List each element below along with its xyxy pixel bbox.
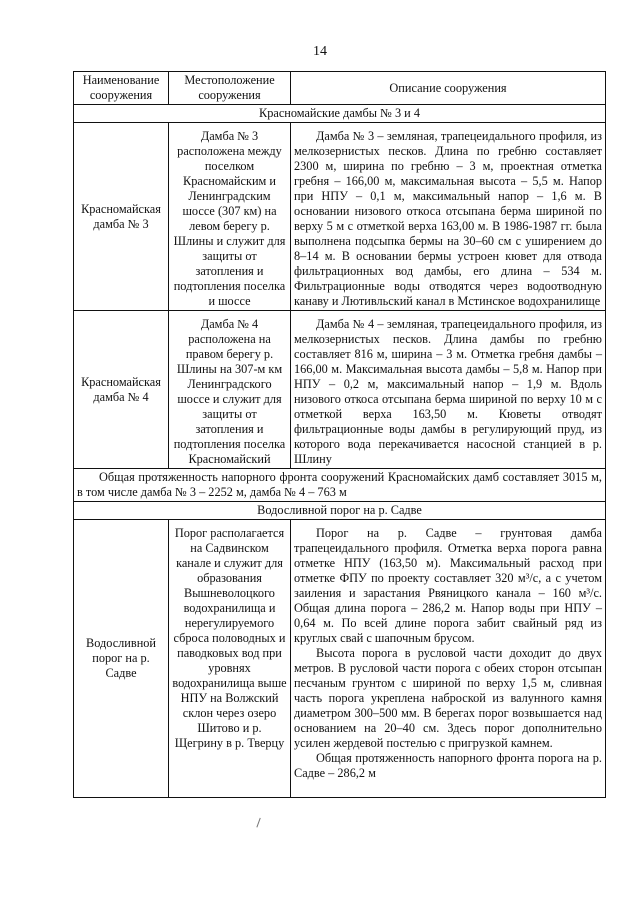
section-title-row xyxy=(74,105,606,123)
table-header-row xyxy=(74,72,606,105)
structure-location: Дамба № 3 расположена между поселком Красномайским и Ленинградским шоссе (307 км) на левом берегу р. Шлины и служит для защиты от затопления и подтопления поселка и шоссе xyxy=(169,123,291,311)
structures-table xyxy=(73,71,606,798)
table-row xyxy=(74,311,606,469)
header-location: Местоположение сооружения xyxy=(169,72,291,105)
table-row xyxy=(74,123,606,311)
summary-paragraph: Общая протяженность напорного фронта сооружений Красномайских дамб составляет 3015 м, в том числе дамба № 3 – 2252 м, дамба № 4 – 763 м xyxy=(77,470,602,499)
section-title: Водосливной порог на р. Садве xyxy=(74,502,606,520)
structure-description xyxy=(291,123,606,311)
pen-mark xyxy=(256,818,262,828)
structure-name: Красномайская дамба № 3 xyxy=(74,123,169,311)
description-paragraph: Дамба № 3 – земляная, трапецеидального профиля, из мелкозернистых песков. Длина по гребню составляет 2300 м, ширина по гребню – 3 м, проектная отметка гребня – 166,00 м, максимальная высота – 5,5 м. Напор при НПУ – 0,1 м, максимальный напор – 1,6 м. В основании низового откоса отсыпана берма шириной по верху 5 м с отметкой верха 163,00 м. В 1986-1987 гг. была выполнена подсыпка бермы на 30–60 см с уширением до 8–14 м. В основании бермы устроен кювет для отвода фильтрационных вод дамбы, его длина – 534 м. Фильтрационные воды отводятся через водоотводную канаву и Лютивльский канал в Мстинское водохранилище xyxy=(294,129,602,308)
section-title: Красномайские дамбы № 3 и 4 xyxy=(74,105,606,123)
section-title-row xyxy=(74,502,606,520)
structure-location: Дамба № 4 расположена на правом берегу р. Шлины на 307-м км Ленинградского шоссе и служит для защиты от затопления и подтопления поселка Красномайский xyxy=(169,311,291,469)
description-paragraph: Дамба № 4 – земляная, трапецеидального профиля, из мелкозернистых песков. Длина дамбы по гребню составляет 816 м, ширина – 3 м. Отметка гребня дамбы – 166,00 м. Максимальная высота дамбы – 5,8 м. Напор при НПУ – 0,2 м, максимальный напор – 1,9 м. Вдоль низового откоса отсыпана берма шириной по верху 10 м с отметкой верха 163,50 м. Кюветы отводят фильтрационные воды дамбы в регулирующий пруд, из которого вода перекачивается насосной станцией в р. Шлину xyxy=(294,317,602,466)
summary-text xyxy=(74,469,606,502)
structure-name: Красномайская дамба № 4 xyxy=(74,311,169,469)
description-paragraph: Порог на р. Садве – грунтовая дамба трапецеидального профиля. Отметка верха порога равна отметке НПУ (163,50 м). Максимальный расход при отметке ФПУ по проекту составляет 320 м³/с, а с учетом заиления и зарастания Рвяницкого канала – 160 м³/с. Общая длина порога – 286,2 м. Напор воды при НПУ – 0,64 м. По всей длине порога забит свайный ряд из круглых свай с шапочным брусом. xyxy=(294,526,602,645)
description-paragraph: Высота порога в русловой части доходит до двух метров. В русловой части порога с обеих сторон отсыпан песчаным грунтом с шириной по верху 1,5 м, сливная часть порога укреплена наброской из валунного камня диаметром 300–500 мм. В берегах порог возвышается над основанием на 20–40 см. Здесь порог дополнительно усилен жердевой постелью с пригрузкой камнем. xyxy=(294,646,602,750)
structure-name: Водосливной порог на р. Садве xyxy=(74,520,169,798)
table-row xyxy=(74,520,606,798)
description-paragraph: Общая протяженность напорного фронта порога на р. Садве – 286,2 м xyxy=(294,751,602,780)
structure-description xyxy=(291,520,606,798)
structure-location: Порог располагается на Садвинском канале и служит для образования Вышневолоцкого водохранилища и нерегулируемого сброса половодных и паводковых вод при уровнях водохранилища выше НПУ на Волжский склон через озеро Шитово и р. Щегрину в р. Тверцу xyxy=(169,520,291,798)
header-description: Описание сооружения xyxy=(291,72,606,105)
page-number: 14 xyxy=(313,44,327,59)
header-name: Наименование сооружения xyxy=(74,72,169,105)
structure-description xyxy=(291,311,606,469)
summary-row xyxy=(74,469,606,502)
